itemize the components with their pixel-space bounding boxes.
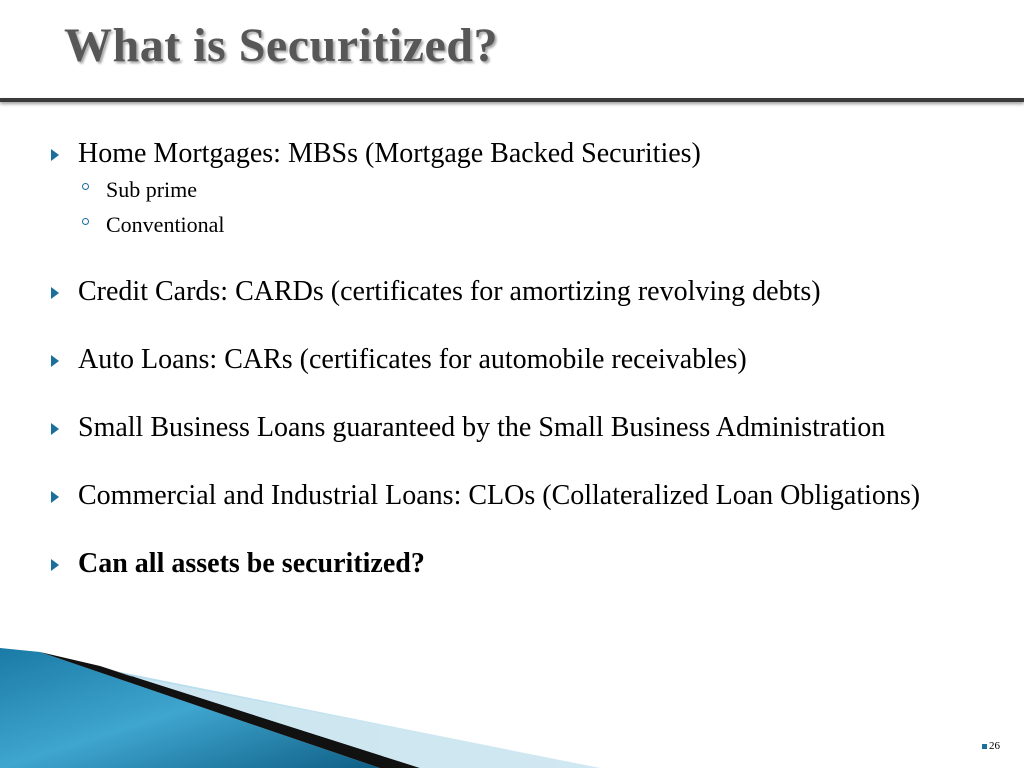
spacer: [48, 514, 998, 545]
decorative-swoosh: [0, 640, 600, 768]
bullet-item: [48, 477, 998, 514]
spacer: [48, 310, 998, 341]
sub-bullet-list: [78, 172, 998, 242]
triangle-right-icon: [51, 423, 59, 435]
triangle-right-icon: [51, 287, 59, 299]
ring-icon: [82, 183, 89, 190]
ring-icon: [82, 218, 89, 225]
bullet-item: [48, 273, 998, 310]
bullet-text: Home Mortgages: MBSs (Mortgage Backed Securities): [78, 138, 701, 169]
triangle-right-icon: [51, 355, 59, 367]
triangle-right-icon: [51, 559, 59, 571]
page-number: [982, 740, 1000, 752]
bullet-item: [48, 545, 998, 582]
bullet-text: Auto Loans: CARs (certificates for automobile receivables): [78, 344, 747, 375]
square-icon: [982, 744, 987, 749]
bullet-item: [48, 341, 998, 378]
bullet-list: [48, 135, 998, 582]
spacer: [48, 446, 998, 477]
title-divider: [0, 98, 1024, 102]
triangle-right-icon: [51, 149, 59, 161]
sub-bullet-text: Conventional: [106, 212, 225, 237]
sub-bullet-item: [80, 207, 998, 242]
sub-bullet-item: [80, 172, 998, 207]
spacer: [48, 242, 998, 273]
bullet-text: Can all assets be securitized?: [78, 548, 425, 579]
bullet-text: Small Business Loans guaranteed by the Small Business Administration: [78, 412, 886, 443]
bullet-item: [48, 409, 998, 446]
bullet-text: Commercial and Industrial Loans: CLOs (Collateralized Loan Obligations): [78, 480, 921, 511]
bullet-text: Credit Cards: CARDs (certificates for amortizing revolving debts): [78, 276, 821, 307]
sub-bullet-text: Sub prime: [106, 177, 198, 202]
bullet-item: [48, 135, 998, 242]
spacer: [48, 378, 998, 409]
triangle-right-icon: [51, 491, 59, 503]
slide-title: What is Securitized?: [64, 19, 498, 72]
page-number-text: 26: [989, 740, 1000, 752]
